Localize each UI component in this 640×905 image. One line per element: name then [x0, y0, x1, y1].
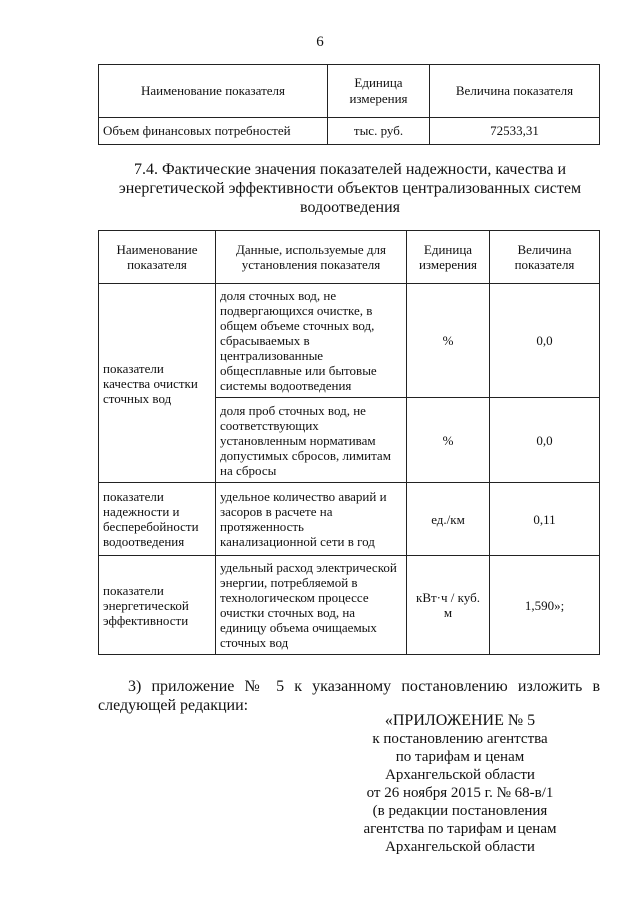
appendix-line: агентства по тарифам и ценам — [363, 821, 557, 837]
cell-indicator-group: показатели энергетической эффективности — [99, 556, 216, 655]
table-header-row — [99, 65, 600, 118]
page-number: 6 — [316, 34, 324, 50]
cell-unit: тыс. руб. — [328, 118, 430, 145]
indicators-table — [98, 230, 600, 655]
section-title: 7.4. Фактические значения показателей надежности, качества и энергетической эффективности объектов централизованных систем водоотведения — [118, 161, 582, 216]
cell-indicator-group: показатели качества очистки сточных вод — [99, 284, 216, 483]
header-indicator-name: Наименование показателя — [99, 65, 328, 118]
cell-value: 1,590»; — [490, 556, 600, 655]
cell-value: 0,0 — [490, 398, 600, 483]
header-value: Величина показателя — [430, 65, 600, 118]
cell-value: 0,11 — [490, 483, 600, 556]
header-unit: Единица измерения — [328, 65, 430, 118]
cell-value: 72533,31 — [430, 118, 600, 145]
appendix-title: «ПРИЛОЖЕНИЕ № 5 — [384, 712, 536, 729]
cell-unit: % — [407, 398, 490, 483]
appendix-line: к постановлению агентства — [372, 731, 548, 747]
table-row — [99, 556, 600, 655]
cell-data-used: доля сточных вод, не подвергающихся очистке, в общем объеме сточных вод, сбрасываемых в централизованные общесплавные или бытовые системы водоотведения — [216, 284, 407, 398]
appendix-line: Архангельской области — [385, 767, 535, 783]
financial-needs-table — [98, 64, 600, 145]
header-data-used: Данные, используемые для установления показателя — [216, 231, 407, 284]
cell-data-used: удельное количество аварий и засоров в расчете на протяженность канализационной сети в год — [216, 483, 407, 556]
cell-value: 0,0 — [490, 284, 600, 398]
cell-data-used: доля проб сточных вод, не соответствующих установленным нормативам допустимых сбросов, лимитам на сбросы — [216, 398, 407, 483]
header-value: Величина показателя — [490, 231, 600, 284]
cell-unit: кВт·ч / куб. м — [407, 556, 490, 655]
cell-data-used: удельный расход электрической энергии, потребляемой в технологическом процессе очистки сточных вод, на единицу объема очищаемых сточных вод — [216, 556, 407, 655]
header-indicator-name: Наименование показателя — [99, 231, 216, 284]
table-header-row — [99, 231, 600, 284]
header-unit: Единица измерения — [407, 231, 490, 284]
appendix-line: (в редакции постановления — [372, 803, 548, 819]
cell-indicator-group: показатели надежности и бесперебойности водоотведения — [99, 483, 216, 556]
table-row — [99, 483, 600, 556]
table-row — [99, 284, 600, 398]
appendix-line: Архангельской области — [385, 839, 535, 855]
appendix-header — [340, 712, 580, 856]
body-paragraph: 3) приложение № 5 к указанному постановлению изложить в следующей редакции: — [98, 678, 600, 714]
cell-unit: % — [407, 284, 490, 398]
appendix-line: по тарифам и ценам — [395, 749, 525, 765]
cell-unit: ед./км — [407, 483, 490, 556]
appendix-line: от 26 ноября 2015 г. № 68-в/1 — [366, 785, 554, 801]
cell-indicator-name: Объем финансовых потребностей — [99, 118, 328, 145]
table-row — [99, 118, 600, 145]
